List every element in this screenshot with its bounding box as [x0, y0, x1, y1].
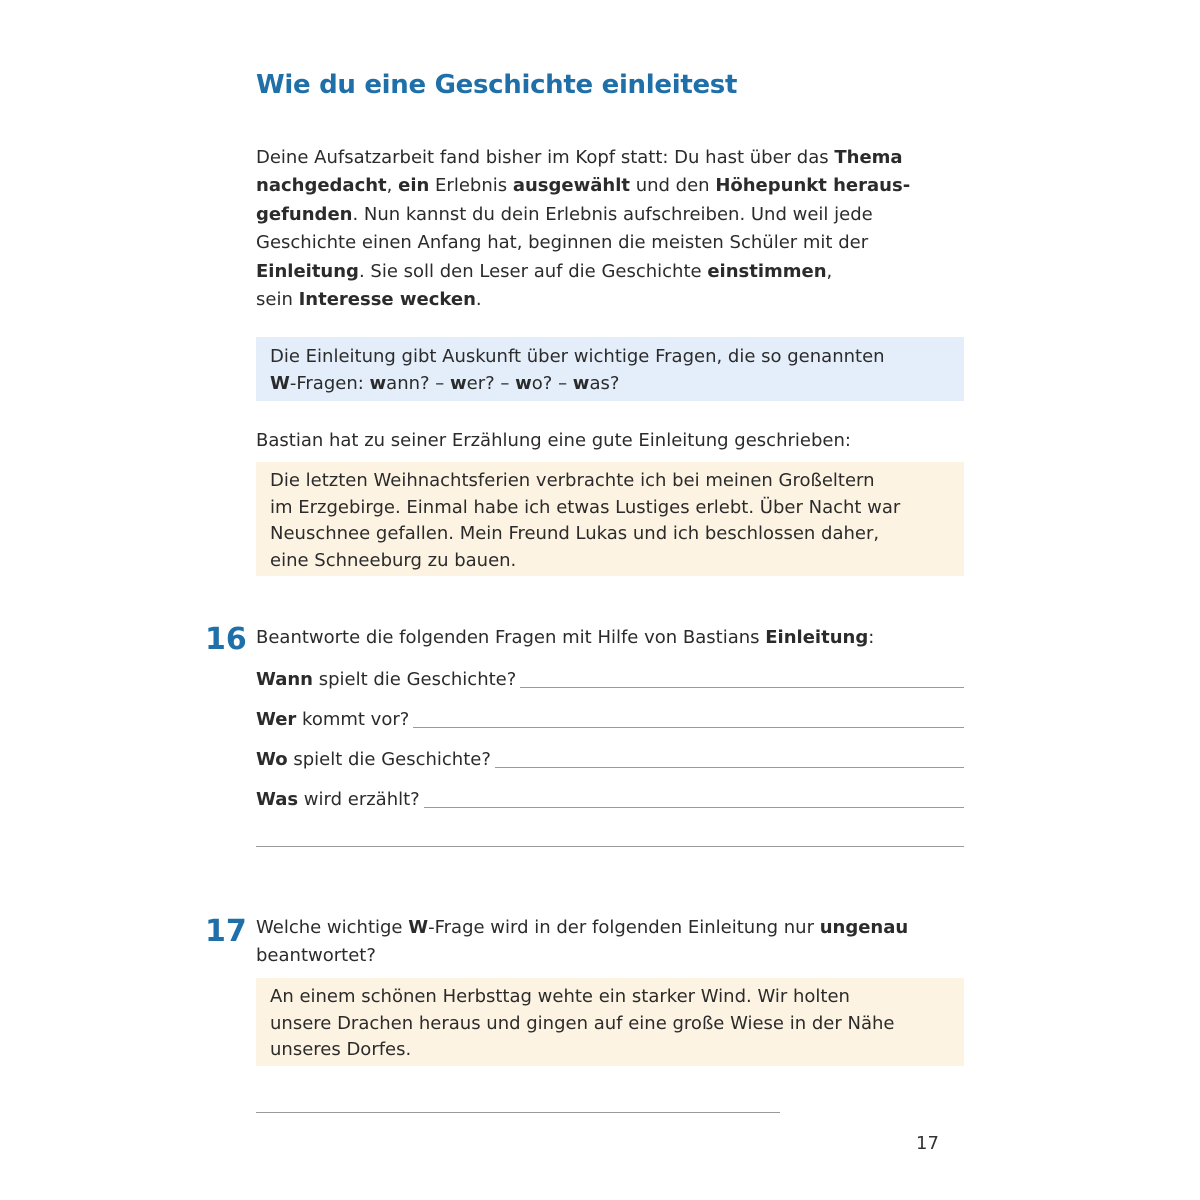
page-number: 17 — [916, 1133, 939, 1154]
intro-bold-hyphen-a: Höhepunkt heraus- — [715, 175, 911, 197]
info-text: ann? – — [386, 373, 451, 394]
answer-line-task17[interactable] — [256, 1112, 780, 1113]
intro-paragraph — [256, 144, 956, 314]
example-line: Neuschnee gefallen. Mein Freund Lukas und ich beschlossen daher, — [270, 523, 880, 544]
info-box — [256, 337, 964, 401]
intro-bold: Thema — [834, 147, 903, 168]
example-box-bastian — [256, 462, 964, 576]
page-title: Wie du eine Geschichte einleitest — [256, 70, 738, 100]
task-text: : — [868, 627, 875, 648]
task-16-text — [256, 624, 956, 652]
info-w: w — [572, 373, 590, 394]
question-text: kommt vor? — [296, 709, 410, 730]
task-text: -Frage wird in der folgenden Einleitung nur — [428, 917, 820, 938]
answer-line-wo[interactable] — [495, 747, 964, 768]
intro-bold: nachgedacht — [256, 175, 387, 197]
answer-line-wer[interactable] — [413, 707, 964, 728]
intro-bold-hyphen-b: gefunden — [256, 203, 353, 225]
info-w: W — [270, 373, 290, 394]
question-bold: Wann — [256, 669, 313, 690]
info-text: o? – — [531, 373, 573, 394]
question-text: spielt die Geschichte? — [287, 749, 491, 770]
answer-line-extra[interactable] — [256, 846, 964, 847]
question-row-was — [256, 782, 964, 810]
intro-segment: Deine Aufsatzarbeit fand bisher im Kopf statt: Du hast über das — [256, 147, 835, 168]
info-text: -Fragen: — [289, 373, 370, 394]
question-label — [256, 789, 424, 810]
intro-bold: Einleitung — [256, 260, 359, 282]
question-label — [256, 669, 520, 690]
task-text: Welche wichtige — [256, 917, 409, 938]
intro-segment: Erlebnis — [429, 175, 513, 197]
task-17-text — [256, 914, 956, 970]
intro-segment: Geschichte einen Anfang hat, beginnen die meisten Schüler mit der — [256, 232, 869, 254]
info-text: as? — [589, 373, 620, 394]
example-intro: Bastian hat zu seiner Erzählung eine gute Einleitung geschrieben: — [256, 430, 851, 451]
question-row-wann — [256, 662, 964, 690]
example-line: eine Schneeburg zu bauen. — [270, 549, 517, 571]
question-text: wird erzählt? — [298, 789, 420, 810]
question-bold: Wo — [256, 749, 288, 770]
intro-bold: ein — [398, 175, 430, 197]
intro-segment: , — [826, 260, 833, 282]
intro-segment: . Nun kannst du dein Erlebnis aufschreiben. Und weil jede — [352, 203, 873, 225]
info-line-1: Die Einleitung gibt Auskunft über wichtige Fragen, die so genannten — [270, 346, 885, 367]
intro-segment: sein — [256, 289, 299, 311]
question-label — [256, 749, 495, 770]
intro-segment: . — [475, 289, 482, 311]
question-bold: Wer — [256, 709, 297, 730]
task-text: beantwortet? — [256, 945, 376, 966]
info-text: er? – — [466, 373, 516, 394]
task-number-17: 17 — [205, 914, 247, 949]
example-line: Die letzten Weihnachtsferien verbrachte ich bei meinen Großeltern — [270, 470, 875, 491]
intro-bold: ausgewählt — [512, 175, 630, 197]
task-text: Beantworte die folgenden Fragen mit Hilfe von Bastians — [256, 627, 766, 648]
task-number-16: 16 — [205, 622, 247, 657]
intro-bold: Interesse wecken — [298, 289, 476, 311]
example-line: unseres Dorfes. — [270, 1039, 412, 1060]
task-bold: Einleitung — [765, 627, 869, 648]
intro-segment: und den — [629, 175, 716, 197]
example-line: An einem schönen Herbsttag wehte ein starker Wind. Wir holten — [270, 986, 850, 1007]
task-bold: W — [408, 917, 429, 938]
answer-line-was[interactable] — [424, 787, 964, 808]
task-bold: ungenau — [819, 917, 909, 938]
answer-line-wann[interactable] — [520, 667, 964, 688]
info-w: w — [369, 373, 387, 394]
question-bold: Was — [256, 789, 299, 810]
question-text: spielt die Geschichte? — [313, 669, 517, 690]
question-label — [256, 709, 413, 730]
info-w: w — [450, 373, 467, 394]
info-w: w — [515, 373, 532, 394]
example-line: im Erzgebirge. Einmal habe ich etwas Lustiges erlebt. Über Nacht war — [270, 496, 901, 518]
example-box-task17 — [256, 978, 964, 1066]
intro-segment: . Sie soll den Leser auf die Geschichte — [358, 260, 708, 282]
intro-segment: , — [386, 175, 399, 197]
intro-bold: einstimmen — [707, 260, 827, 282]
question-row-wer — [256, 702, 964, 730]
question-row-wo — [256, 742, 964, 770]
example-line: unsere Drachen heraus und gingen auf eine große Wiese in der Nähe — [270, 1012, 895, 1034]
